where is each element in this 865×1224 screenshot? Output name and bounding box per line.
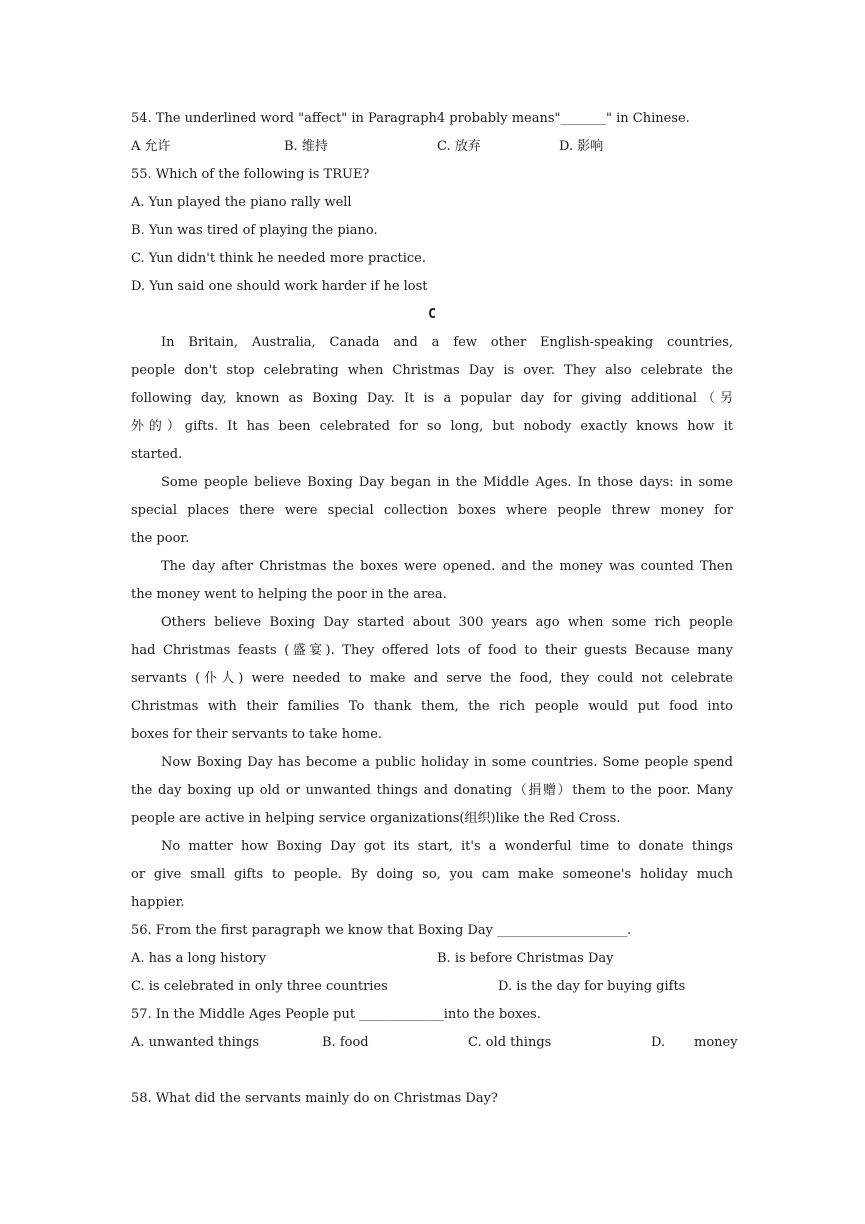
option-d: D. is the day for buying gifts: [498, 979, 686, 994]
question-56-options-row2: [131, 976, 733, 1004]
passage-line: happier.: [131, 895, 185, 910]
question-56-stem: 56. From the first paragraph we know that Boxing Day ____________________.: [131, 923, 632, 938]
passage-line: had Christmas feasts (盛宴). They offered lots of food to their guests Because many: [131, 643, 733, 658]
option-c: C. old things: [468, 1035, 552, 1050]
option-c: C. is celebrated in only three countries: [131, 979, 388, 994]
passage-line: In Britain, Australia, Canada and a few other English-speaking countries,: [161, 335, 733, 350]
passage-line: Some people believe Boxing Day began in the Middle Ages. In those days: in some: [161, 475, 733, 490]
option-a: A. Yun played the piano rally well: [131, 195, 352, 210]
passage-line: Others believe Boxing Day started about 300 years ago when some rich people: [161, 615, 733, 630]
option-b: B. food: [322, 1035, 369, 1050]
passage-line: Christmas with their families To thank them, the rich people would put food into: [131, 699, 733, 714]
question-57-stem: 57. In the Middle Ages People put _____________into the boxes.: [131, 1007, 541, 1022]
question-56-options-row1: [131, 948, 733, 976]
document-page: [131, 108, 738, 1116]
option-b: B. 维持: [284, 139, 328, 154]
option-d-text: money: [694, 1035, 738, 1050]
blank-line: [131, 1060, 733, 1088]
passage-line: The day after Christmas the boxes were opened. and the money was counted Then: [161, 559, 733, 574]
passage-line: following day, known as Boxing Day. It is a popular day for giving additional（另: [131, 391, 733, 406]
question-58-stem: 58. What did the servants mainly do on Christmas Day?: [131, 1091, 498, 1106]
question-54-options: [131, 136, 733, 164]
passage-line: or give small gifts to people. By doing so, you cam make someone's holiday much: [131, 867, 733, 882]
passage-line: Now Boxing Day has become a public holiday in some countries. Some people spend: [161, 755, 733, 770]
option-a: A. unwanted things: [131, 1035, 260, 1050]
passage-line: the poor.: [131, 531, 190, 546]
option-c: C. 放弃: [437, 139, 481, 154]
section-title: C: [428, 307, 436, 322]
option-d: D. Yun said one should work harder if he lost: [131, 279, 428, 294]
passage-line: 外的）gifts. It has been celebrated for so long, but nobody exactly knows how it: [131, 419, 733, 434]
passage-line: the day boxing up old or unwanted things and donating（捐赠）them to the poor. Many: [131, 783, 733, 798]
passage-line: people don't stop celebrating when Christmas Day is over. They also celebrate the: [131, 363, 733, 378]
option-a: A. has a long history: [131, 951, 267, 966]
question-57-options: [131, 1032, 738, 1060]
passage-line: boxes for their servants to take home.: [131, 727, 383, 742]
option-c: C. Yun didn't think he needed more practice.: [131, 251, 426, 266]
option-d-letter: D.: [651, 1035, 666, 1050]
passage-line: servants (仆人) were needed to make and serve the food, they could not celebrate: [131, 671, 733, 686]
question-55-stem: 55. Which of the following is TRUE?: [131, 167, 370, 182]
option-d: D. 影响: [559, 139, 604, 154]
question-54-stem: 54. The underlined word "affect" in Paragraph4 probably means"_______" in Chinese.: [131, 111, 690, 126]
passage-line: people are active in helping service organizations(组织)like the Red Cross.: [131, 811, 621, 826]
passage-line: the money went to helping the poor in the area.: [131, 587, 447, 602]
option-b: B. Yun was tired of playing the piano.: [131, 223, 378, 238]
passage-line: special places there were special collection boxes where people threw money for: [131, 503, 733, 518]
option-a: A 允许: [131, 139, 171, 154]
passage-line: No matter how Boxing Day got its start, it's a wonderful time to donate things: [161, 839, 733, 854]
option-b: B. is before Christmas Day: [437, 951, 614, 966]
passage-line: started.: [131, 447, 183, 462]
